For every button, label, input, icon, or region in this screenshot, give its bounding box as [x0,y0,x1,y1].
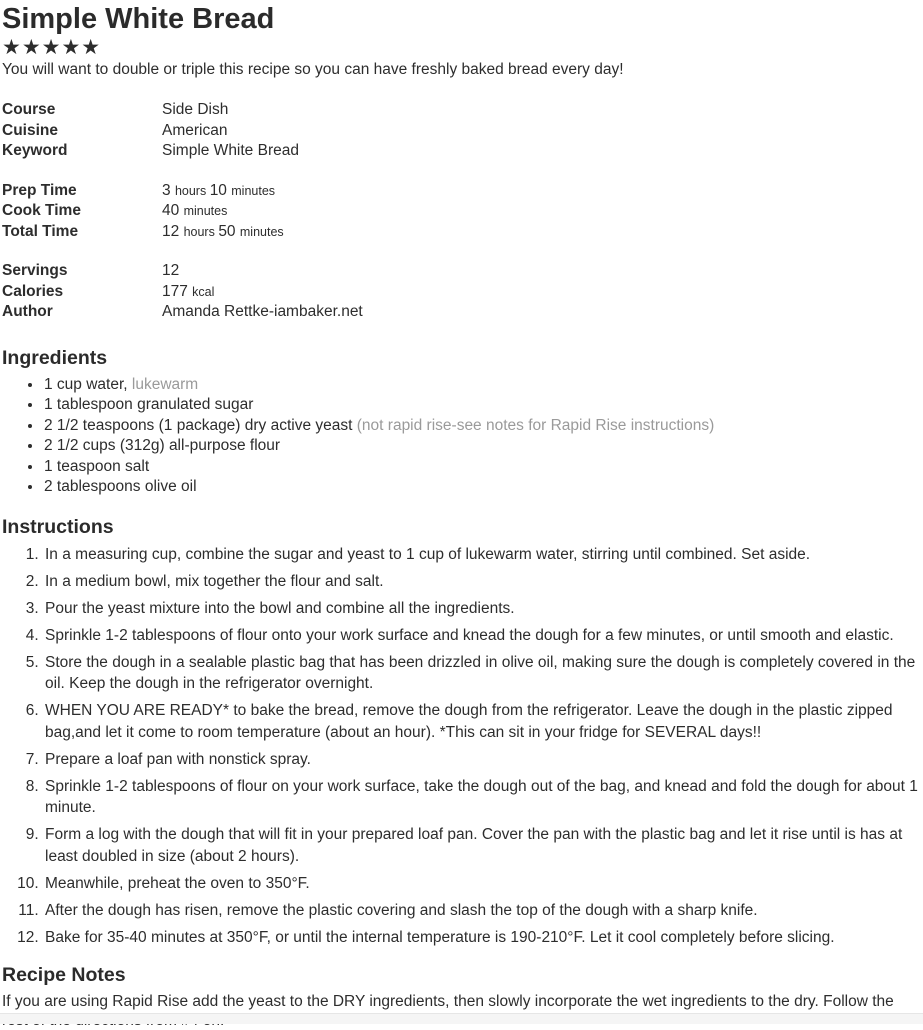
meta-stats [2,261,919,323]
meta-value-segment: minutes [183,204,228,218]
meta-value-segment: Amanda Rettke-iambaker.net [162,303,363,320]
meta-label: Calories [2,282,64,300]
ingredient-text [44,396,253,413]
ingredient-item [43,395,919,416]
ingredient-segment: 2 1/2 teaspoons (1 package) dry active yeast [44,416,357,434]
meta-value-segment: 12 [162,262,180,279]
meta-value-segment: 50 [218,222,240,240]
meta-general [2,100,919,162]
instruction-step: 11. After the dough has risen, remove the plastic covering and slash the top of the dough with a sharp knife. [43,900,919,922]
meta-label: Total Time [2,222,79,240]
ingredient-item [43,477,919,498]
meta-row [2,100,919,121]
meta-row [2,121,919,142]
meta-label: Cook Time [2,202,81,219]
instructions-list [2,544,919,949]
instructions-heading: Instructions [2,515,114,538]
ingredient-text [44,376,198,393]
meta-value [162,202,227,219]
instruction-step: 1. In a measuring cup, combine the sugar and yeast to 1 cup of lukewarm water, stirring until combined. Set aside. [43,544,919,566]
ingredients-heading: Ingredients [2,346,108,369]
instruction-step: 10. Meanwhile, preheat the oven to 350°F. [43,873,919,895]
meta-value [162,262,179,279]
meta-value-segment: hours [183,224,219,239]
ingredient-text [44,437,280,454]
ingredient-segment: 2 tablespoons olive oil [44,478,197,495]
meta-label: Cuisine [2,121,58,139]
meta-value [162,303,363,320]
meta-value-segment: hours [174,183,210,198]
instruction-step: 4. Sprinkle 1-2 tablespoons of flour onto your work surface and knead the dough for a few minutes, or until smooth and elastic. [43,625,919,647]
ingredients-list [2,375,919,498]
meta-value [162,223,284,240]
ingredient-segment: 2 1/2 cups (312g) all-purpose flour [44,437,281,454]
ingredient-text [44,417,714,434]
meta-value-segment: minutes [231,183,276,198]
ingredient-segment: 1 cup water, [44,375,132,393]
meta-row [2,201,919,222]
meta-row [2,302,919,323]
meta-value-segment: 40 [162,202,184,219]
ingredient-segment: 1 teaspoon salt [44,457,150,475]
meta-value [162,283,214,300]
meta-label: Course [2,101,56,118]
meta-value-segment: American [162,121,228,139]
instruction-step: 7. Prepare a loaf pan with nonstick spray. [43,749,919,771]
meta-label: Servings [2,262,68,279]
meta-value-segment: kcal [192,284,215,299]
meta-value [162,182,275,199]
instruction-step: 6. WHEN YOU ARE READY* to bake the bread, remove the dough from the refrigerator. Leave the dough in the plastic zipped bag,and let it come to room temperature (about an hour). *This can sit in your fridge for SEVERAL days!! [43,700,919,743]
instruction-step: 2. In a medium bowl, mix together the flour and salt. [43,571,919,593]
instruction-step: 12. Bake for 35-40 minutes at 350°F, or until the internal temperature is 190-210°F. Let it cool completely before slicing. [43,927,919,949]
meta-value-segment: 177 [162,282,193,300]
instruction-step: 5. Store the dough in a sealable plastic bag that has been drizzled in olive oil, making sure the dough is completely covered in the oil. Keep the dough in the refrigerator overnight. [43,652,919,695]
instruction-step: 8. Sprinkle 1-2 tablespoons of flour on your work surface, take the dough out of the bag, and knead and fold the dough for about 1 minute. [43,776,919,819]
meta-value-segment: Simple White Bread [162,142,299,159]
ingredient-item [43,436,919,457]
meta-label: Prep Time [2,181,77,199]
ingredient-item [43,457,919,478]
meta-value-segment: minutes [239,224,284,239]
meta-row [2,222,919,243]
meta-label: Author [2,303,53,320]
meta-value [162,122,227,139]
notes-heading: Recipe Notes [2,964,126,986]
ingredient-item [43,416,919,437]
meta-value-segment: 10 [209,181,232,199]
ingredient-text [44,458,149,475]
notes-text: If you are using Rapid Rise add the yeast to the DRY ingredients, then slowly incorporate the wet ingredients to the dry. Follow the [2,993,894,1010]
meta-value-segment: Side Dish [162,101,229,118]
meta-row [2,181,919,202]
ingredient-segment: lukewarm [131,375,199,393]
ingredient-text [44,478,197,495]
meta-label: Keyword [2,142,68,159]
meta-row [2,261,919,282]
recipe-summary: You will want to double or triple this recipe so you can have freshly baked bread every day! [2,61,624,78]
page-title: Simple White Bread [2,3,275,35]
bottom-divider [0,1013,923,1024]
star-rating: ★★★★★ [2,36,102,59]
ingredient-segment: (not rapid rise-see notes for Rapid Rise instructions) [356,416,715,434]
meta-times [2,181,919,243]
instruction-step: 3. Pour the yeast mixture into the bowl and combine all the ingredients. [43,598,919,620]
meta-row [2,282,919,303]
meta-value-segment: 12 [162,222,184,240]
meta-value-segment: 3 [162,181,175,199]
meta-value [162,142,299,159]
meta-value [162,101,228,118]
instruction-step: 9. Form a log with the dough that will fit in your prepared loaf pan. Cover the pan with the plastic bag and let it rise until is has at least doubled in size (about 2 hours). [43,824,919,867]
ingredient-segment: 1 tablespoon granulated sugar [44,396,254,413]
meta-row [2,141,919,162]
ingredient-item [43,375,919,396]
